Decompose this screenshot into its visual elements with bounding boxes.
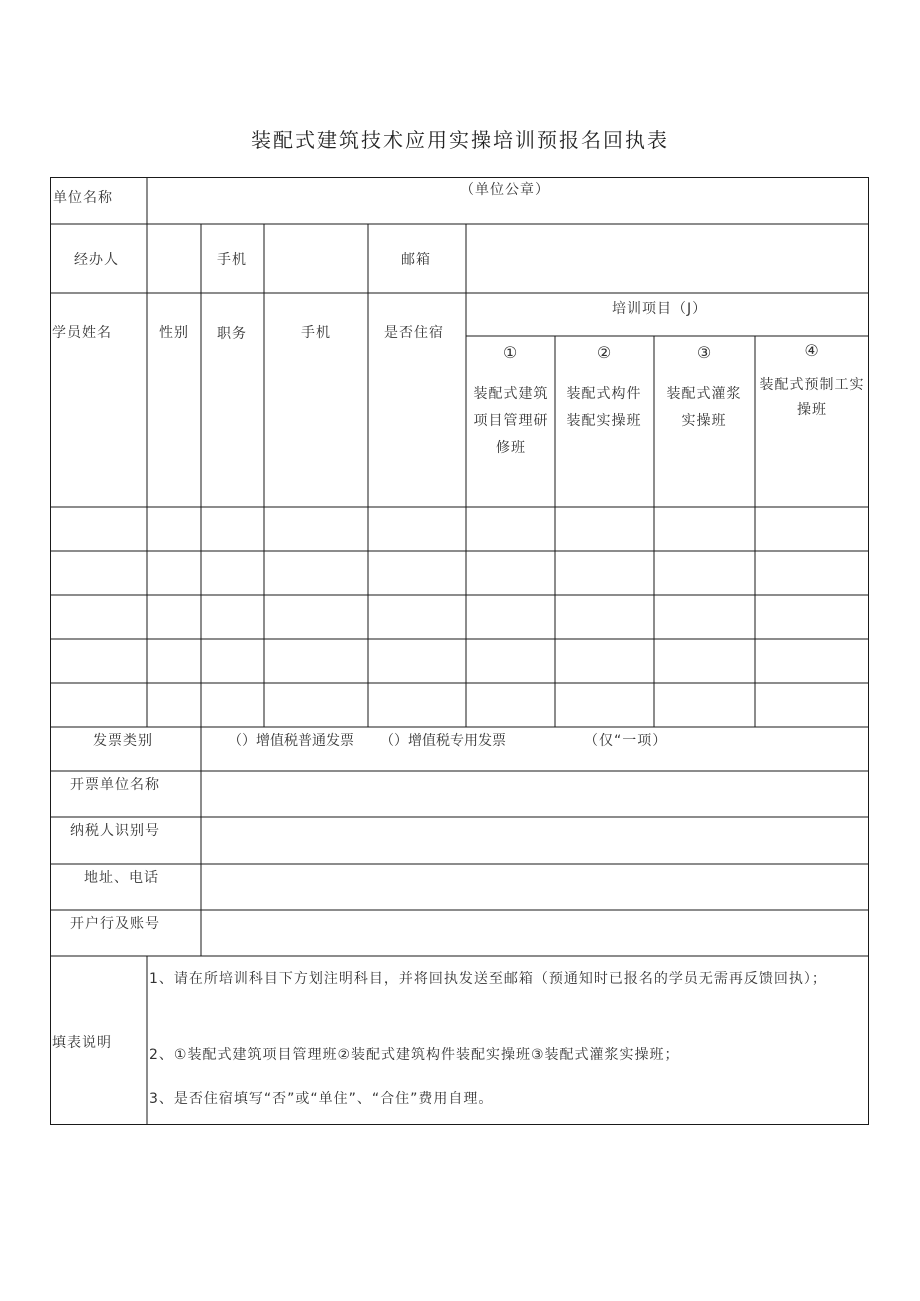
address-phone-label: 地址、电话 (84, 870, 159, 886)
project-2-number: ② (596, 343, 613, 362)
handler-input[interactable] (148, 225, 200, 292)
note-item-1: 1、请在所培训科目下方划注明科目，并将回执发送至邮箱（预通知时已报名的学员无需再反馈回执）； (149, 971, 827, 987)
note-item-2: 2、①装配式建筑项目管理班②装配式建筑构件装配实操班③装配式灌浆实操班； (149, 1047, 680, 1063)
invoice-option-special[interactable]: （）增值税专用发票 (380, 733, 506, 749)
unit-name-label: 单位名称 (53, 190, 113, 206)
invoice-option-note: （仅“一项） (584, 733, 668, 749)
handler-phone-input[interactable] (265, 225, 367, 292)
project-4-name: 装配式预制工实操班 (759, 377, 865, 418)
student-phone-header: 手机 (301, 325, 331, 341)
lodging-header: 是否住宿 (384, 325, 444, 341)
note-item-3: 3、是否住宿填写“否”或“单住”、“合住”费用自理。 (149, 1091, 494, 1107)
project-1-number: ① (502, 343, 519, 362)
email-label: 邮箱 (401, 252, 431, 268)
registration-table (50, 177, 869, 1125)
address-phone-input[interactable] (202, 865, 868, 909)
project-3-number: ③ (696, 343, 713, 362)
project-2-name: 装配式构件装配实操班 (566, 386, 642, 429)
tax-id-input[interactable] (202, 818, 868, 863)
student-name-header: 学员姓名 (52, 325, 112, 341)
gender-header: 性别 (159, 325, 189, 341)
email-input[interactable] (467, 225, 868, 292)
notes-label: 填表说明 (52, 1035, 112, 1051)
bank-account-input[interactable] (202, 911, 868, 955)
bank-account-label: 开户行及账号 (70, 916, 160, 932)
project-4-number: ④ (804, 341, 820, 360)
handler-phone-label: 手机 (217, 252, 247, 268)
invoice-company-label: 开票单位名称 (70, 777, 160, 793)
invoice-type-label: 发票类别 (93, 733, 153, 749)
form-title: 装配式建筑技术应用实操培训预报名回执表 (251, 128, 669, 152)
invoice-company-input[interactable] (202, 772, 868, 816)
position-header: 职务 (217, 326, 247, 342)
project-1-name: 装配式建筑项目管理研修班 (473, 386, 549, 456)
unit-seal-hint: （单位公章） (460, 182, 550, 198)
tax-id-label: 纳税人识别号 (70, 823, 160, 839)
unit-name-input[interactable] (148, 195, 868, 223)
training-project-header: 培训项目（J） (612, 301, 708, 317)
handler-label: 经办人 (74, 252, 119, 268)
project-3-name: 装配式灌浆实操班 (666, 386, 742, 429)
invoice-option-normal[interactable]: （）增值税普通发票 (228, 733, 354, 749)
